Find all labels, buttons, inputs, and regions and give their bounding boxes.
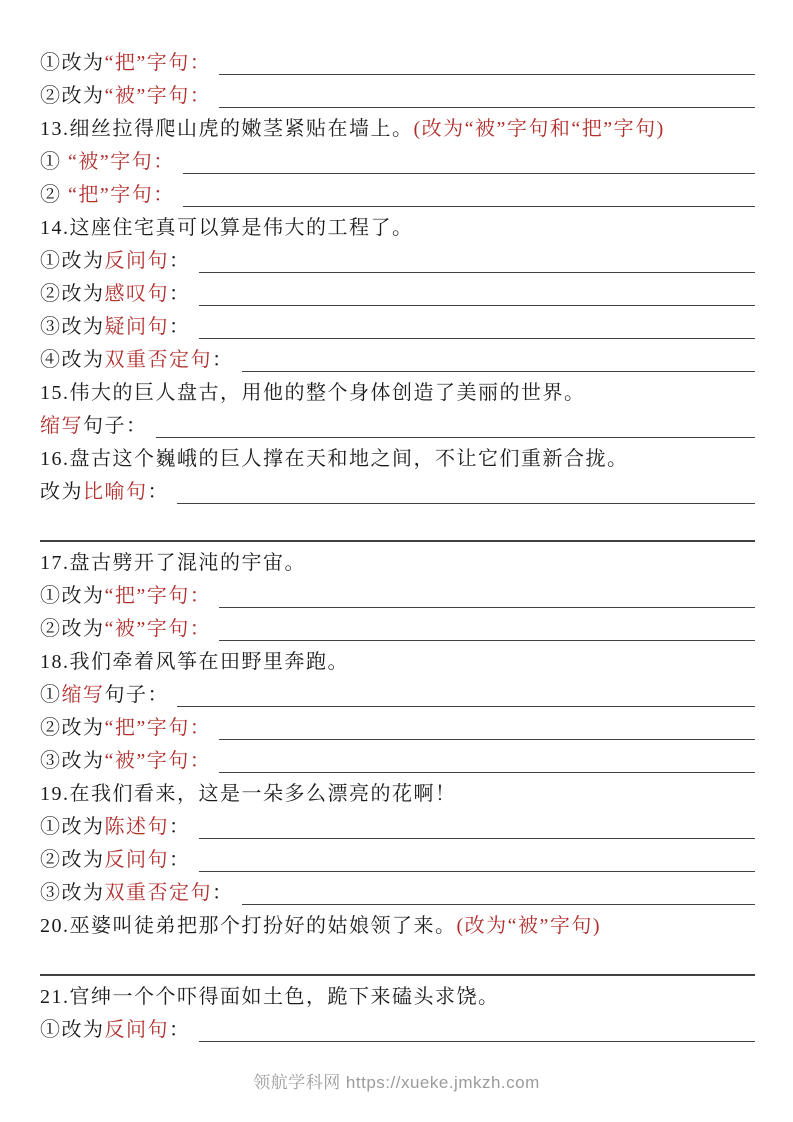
text-segment: ① (40, 684, 62, 706)
answer-blank-line (199, 816, 756, 839)
text-segment: ： (169, 816, 191, 838)
prompt-label (40, 812, 191, 843)
answer-blank-line (242, 882, 756, 905)
text-segment: 21.官绅一个个吓得面如土色，跪下来磕头求饶。 (40, 986, 500, 1008)
exercise-prompt-row (40, 277, 755, 310)
prompt-label (40, 48, 211, 79)
prompt-label (40, 713, 211, 744)
text-segment: ①改为 (40, 52, 105, 74)
highlighted-term: “被”字句： (104, 618, 212, 640)
text-segment: ② (40, 184, 68, 206)
prompt-label (40, 614, 211, 645)
prompt-label (40, 312, 191, 343)
text-segment: 15.伟大的巨人盘古，用他的整个身体创造了美丽的世界。 (40, 382, 586, 404)
text-segment: ①改为 (40, 585, 105, 607)
highlighted-term: “把”字句： (104, 717, 212, 739)
text-segment: ： (169, 316, 191, 338)
answer-blank-line (219, 618, 755, 641)
sentence-text (40, 378, 586, 409)
text-segment: ： (169, 250, 191, 272)
highlighted-term: 双重否定句 (104, 882, 212, 904)
prompt-label (40, 746, 211, 777)
text-segment: ③改为 (40, 882, 105, 904)
highlighted-term: 反问句 (104, 1019, 169, 1041)
exercise-prompt-row (40, 579, 755, 612)
text-segment: ： (147, 481, 169, 503)
highlighted-term: 缩写 (61, 684, 105, 706)
exercise-prompt-row (40, 876, 755, 909)
answer-blank-line (199, 1019, 756, 1042)
highlighted-term: (改为“被”字句) (456, 915, 602, 937)
answer-blank-line (177, 481, 755, 504)
sentence-text (40, 982, 500, 1013)
exercise-prompt-row (40, 1013, 755, 1046)
highlighted-term: “被”字句： (104, 85, 212, 107)
text-segment: ： (169, 283, 191, 305)
exercise-sentence-row (40, 442, 755, 475)
answer-blank-line (183, 184, 755, 207)
sentence-text (40, 911, 601, 942)
text-segment: ①改为 (40, 250, 105, 272)
highlighted-term: “把”字句： (104, 585, 212, 607)
text-segment: ： (169, 849, 191, 871)
answer-blank-line (199, 849, 756, 872)
exercise-prompt-row (40, 310, 755, 343)
highlighted-term: “被”字句： (104, 750, 212, 772)
highlighted-term: 双重否定句 (104, 349, 212, 371)
text-segment: 13.细丝拉得爬山虎的嫩茎紧贴在墙上。 (40, 118, 414, 140)
highlighted-term: 疑问句 (104, 316, 169, 338)
prompt-label (40, 581, 211, 612)
text-segment: ②改为 (40, 85, 105, 107)
exercise-sentence-row (40, 546, 755, 579)
highlighted-term: 比喻句 (83, 481, 148, 503)
prompt-label (40, 345, 234, 376)
prompt-label (40, 477, 169, 508)
exercise-sentence-row (40, 376, 755, 409)
exercise-sentence-row (40, 909, 755, 942)
sentence-text (40, 779, 457, 810)
highlighted-term: 反问句 (104, 250, 169, 272)
text-segment: 18.我们牵着风筝在田野里奔跑。 (40, 651, 349, 673)
prompt-label (40, 1015, 191, 1046)
answer-blank-line (199, 316, 756, 339)
exercise-sentence-row (40, 211, 755, 244)
text-segment: 16.盘古这个巍峨的巨人撑在天和地之间，不让它们重新合拢。 (40, 448, 629, 470)
text-segment: 句子： (104, 684, 169, 706)
text-segment: 19.在我们看来，这是一朵多么漂亮的花啊！ (40, 783, 457, 805)
exercise-prompt-row (40, 612, 755, 645)
exercise-sentence-row (40, 777, 755, 810)
answer-blank-line (156, 415, 756, 438)
prompt-label (40, 680, 169, 711)
highlighted-term: 感叹句 (104, 283, 169, 305)
prompt-label (40, 246, 191, 277)
text-segment: ②改为 (40, 849, 105, 871)
watermark-footer (0, 1068, 793, 1093)
answer-blank-line (177, 684, 755, 707)
prompt-label (40, 279, 191, 310)
text-segment: ③改为 (40, 316, 105, 338)
text-segment: ① (40, 151, 68, 173)
prompt-label (40, 180, 175, 211)
answer-blank-line (219, 585, 755, 608)
text-segment: ②改为 (40, 618, 105, 640)
text-segment: 14.这座住宅真可以算是伟大的工程了。 (40, 217, 414, 239)
answer-blank-line (242, 349, 756, 372)
sentence-text (40, 444, 629, 475)
answer-blank-line (219, 85, 755, 108)
exercise-prompt-row (40, 475, 755, 508)
sentence-text (40, 213, 414, 244)
answer-blank-line (199, 250, 756, 273)
text-segment: ①改为 (40, 1019, 105, 1041)
prompt-label (40, 81, 211, 112)
text-segment: ： (169, 1019, 191, 1041)
exercise-prompt-row (40, 678, 755, 711)
highlighted-term: 缩写 (40, 415, 83, 437)
highlighted-term: (改为“被”字句和“把”字句) (413, 118, 665, 140)
exercise-prompt-row (40, 810, 755, 843)
exercise-sentence-row (40, 980, 755, 1013)
highlighted-term: 陈述句 (104, 816, 169, 838)
exercise-prompt-row (40, 178, 755, 211)
prompt-label (40, 411, 148, 442)
highlighted-term: “把”字句： (68, 184, 175, 206)
exercise-sentence-row (40, 645, 755, 678)
prompt-label (40, 878, 234, 909)
text-segment: 20.巫婆叫徒弟把那个打扮好的姑娘领了来。 (40, 915, 457, 937)
exercise-prompt-row (40, 46, 755, 79)
text-segment: ①改为 (40, 816, 105, 838)
exercise-prompt-row (40, 711, 755, 744)
text-segment: ： (212, 882, 234, 904)
answer-line-full (40, 516, 755, 542)
exercise-prompt-row (40, 145, 755, 178)
highlighted-term: 反问句 (104, 849, 169, 871)
exercise-prompt-row (40, 343, 755, 376)
text-segment: 改为 (40, 481, 83, 503)
exercise-prompt-row (40, 79, 755, 112)
sentence-text (40, 548, 306, 579)
answer-line-full (40, 950, 755, 976)
sentence-text (40, 647, 349, 678)
highlighted-term: “被”字句： (68, 151, 175, 173)
highlighted-term: “把”字句： (104, 52, 212, 74)
answer-blank-line (219, 52, 755, 75)
text-segment: 17.盘古劈开了混沌的宇宙。 (40, 552, 306, 574)
text-segment: ②改为 (40, 717, 105, 739)
sentence-text (40, 114, 665, 145)
text-segment: ②改为 (40, 283, 105, 305)
answer-blank-line (219, 750, 755, 773)
answer-blank-line (219, 717, 755, 740)
exercise-prompt-row (40, 244, 755, 277)
text-segment: ④改为 (40, 349, 105, 371)
watermark-text: 领航学科网 https://xueke.jmkzh.com (253, 1073, 540, 1092)
prompt-label (40, 845, 191, 876)
text-segment: ③改为 (40, 750, 105, 772)
exercise-prompt-row (40, 744, 755, 777)
answer-blank-line (199, 283, 756, 306)
exercise-prompt-row (40, 409, 755, 442)
answer-blank-line (183, 151, 755, 174)
text-segment: 句子： (83, 415, 148, 437)
exercise-sentence-row (40, 112, 755, 145)
text-segment: ： (212, 349, 234, 371)
prompt-label (40, 147, 175, 178)
exercise-prompt-row (40, 843, 755, 876)
